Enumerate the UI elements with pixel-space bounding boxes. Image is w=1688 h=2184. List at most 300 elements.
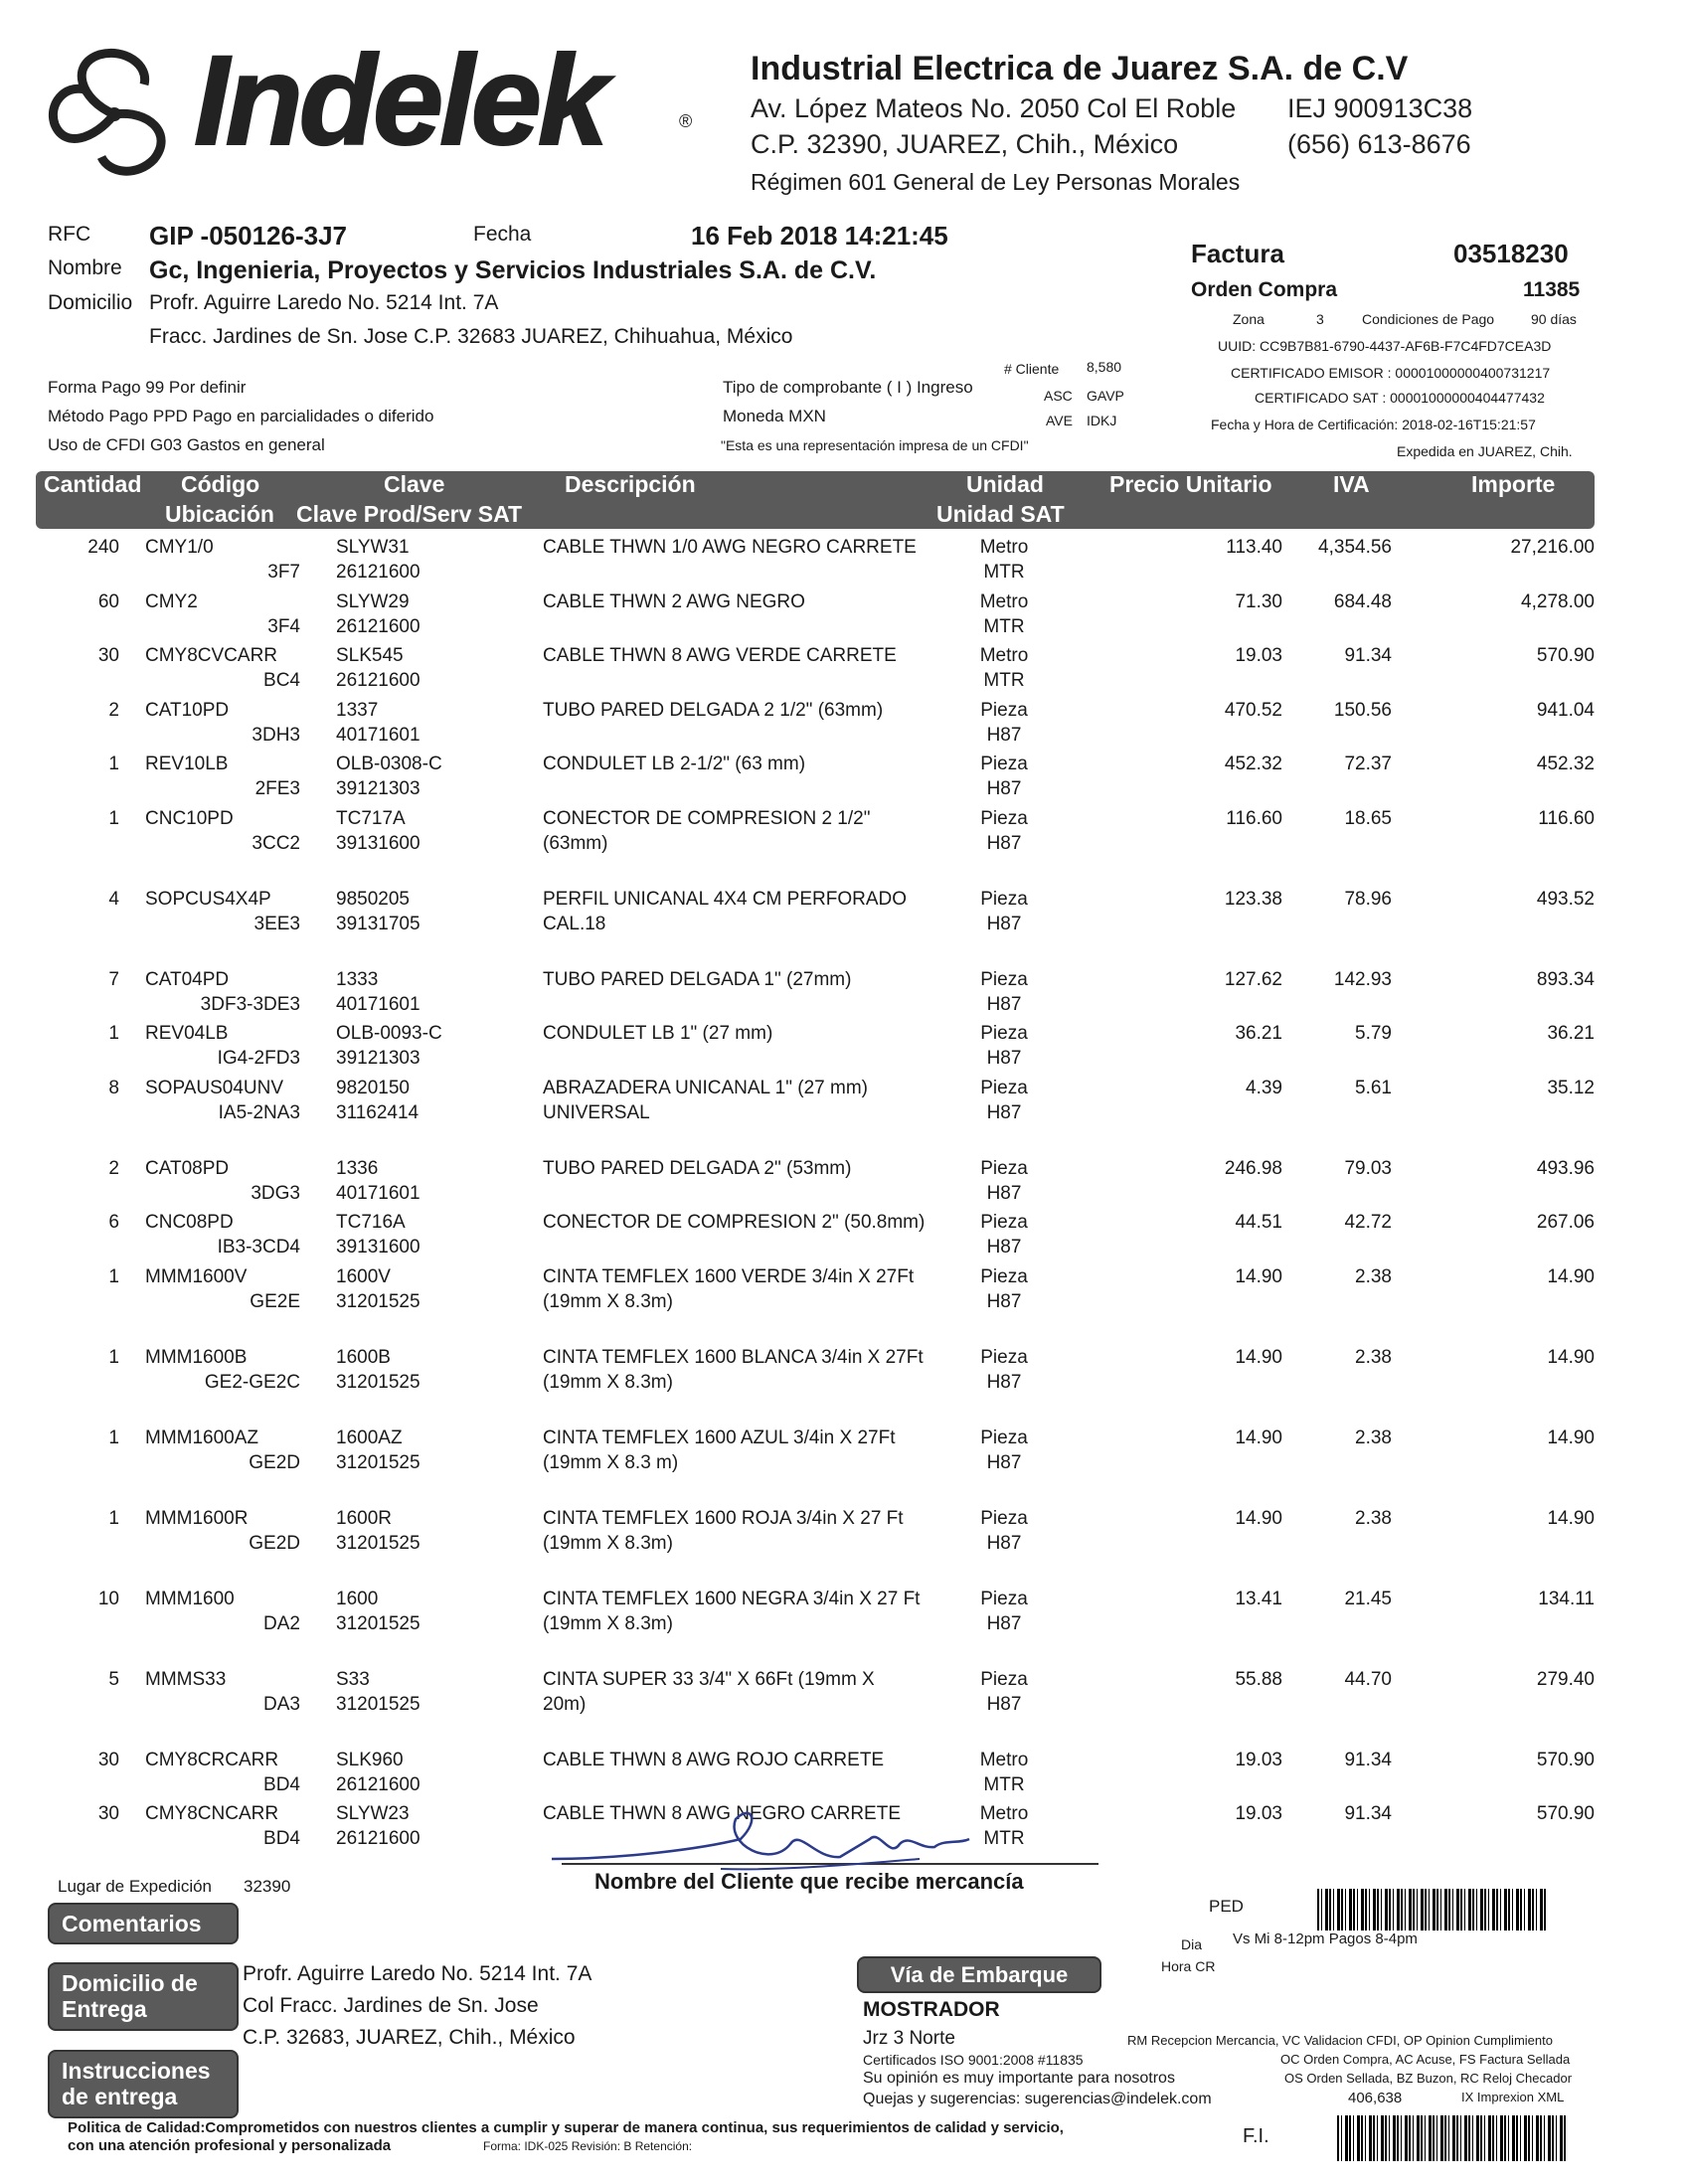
cell-unidad: Pieza [980, 1157, 1028, 1179]
invoice-date: 16 Feb 2018 14:21:45 [691, 221, 948, 251]
rfc-label: RFC [48, 223, 91, 246]
cell-precio: 123.38 [1224, 888, 1282, 910]
cell-cantidad: 1 [108, 1346, 119, 1368]
col-iva: IVA [1333, 471, 1370, 497]
cell-unidad-sat: H87 [986, 778, 1022, 799]
cell-clave: 1600 [336, 1588, 379, 1609]
sucursal: Jrz 3 Norte [863, 2028, 955, 2049]
cell-unidad: Metro [979, 1749, 1029, 1770]
cell-ubicacion: 3DG3 [251, 1182, 300, 1204]
cell-clave-sat: 31201525 [336, 1290, 421, 1312]
cell-descripcion: CONECTOR DE COMPRESION 2 1/2" [543, 807, 871, 829]
cell-importe: 36.21 [1547, 1023, 1595, 1044]
cliente-label: # Cliente [1004, 361, 1060, 377]
orden-compra-number: 11385 [1523, 278, 1581, 301]
cell-ubicacion: BC4 [263, 670, 300, 691]
cell-unidad: Metro [979, 645, 1029, 666]
hora-cr-label: Hora CR [1161, 1958, 1216, 1974]
cell-clave-sat: 39131705 [336, 913, 421, 934]
condiciones-value: 90 días [1531, 311, 1577, 327]
cell-iva: 4,354.56 [1318, 537, 1392, 558]
cell-ubicacion: GE2-GE2C [204, 1371, 300, 1393]
cell-iva: 2.38 [1355, 1346, 1392, 1368]
cell-importe: 493.96 [1536, 1157, 1595, 1179]
cell-descripcion-2: 20m) [543, 1693, 587, 1715]
cell-precio: 116.60 [1226, 807, 1282, 829]
tipo-comprobante: Tipo de comprobante ( I ) Ingreso [723, 378, 973, 397]
entrega-address-1: Profr. Aguirre Laredo No. 5214 Int. 7A [243, 1962, 592, 1985]
cell-clave-sat: 26121600 [336, 1773, 421, 1795]
politica-calidad-2: con una atención profesional y personalizada [68, 2137, 392, 2154]
cell-cantidad: 1 [108, 1265, 119, 1287]
cell-cantidad: 30 [97, 1749, 119, 1770]
cell-ubicacion: DA3 [263, 1693, 300, 1715]
cell-precio: 71.30 [1235, 590, 1282, 612]
cell-unidad: Metro [979, 537, 1029, 558]
moneda: Moneda MXN [723, 407, 826, 425]
cell-descripcion: TUBO PARED DELGADA 2" (53mm) [543, 1157, 852, 1179]
cell-descripcion: TUBO PARED DELGADA 1" (27mm) [543, 968, 852, 990]
cell-codigo: MMM1600 [145, 1588, 235, 1609]
cell-unidad-sat: MTR [983, 615, 1025, 637]
asc-label: ASC [1044, 388, 1073, 404]
cell-clave-sat: 26121600 [336, 562, 421, 583]
col-ubicacion: Ubicación [165, 501, 274, 527]
col-precio: Precio Unitario [1109, 471, 1272, 497]
cell-iva: 2.38 [1355, 1265, 1392, 1287]
cell-cantidad: 8 [108, 1077, 119, 1098]
cell-clave-sat: 40171601 [336, 724, 421, 746]
cell-unidad-sat: H87 [986, 1612, 1022, 1634]
nombre-label: Nombre [48, 256, 122, 279]
cell-iva: 91.34 [1344, 1749, 1392, 1770]
cell-precio: 19.03 [1235, 1749, 1282, 1770]
cell-clave: SLYW31 [336, 537, 410, 558]
cell-unidad-sat: H87 [986, 1371, 1022, 1393]
via-embarque-label: Vía de Embarque [857, 1956, 1101, 1993]
cell-clave: TC717A [336, 807, 406, 829]
cell-precio: 246.98 [1224, 1157, 1282, 1179]
cell-cantidad: 2 [108, 1157, 119, 1179]
cell-unidad-sat: MTR [983, 670, 1025, 691]
signature-scribble [542, 1799, 979, 1879]
cell-clave-sat: 26121600 [336, 1828, 421, 1849]
certificado-sat: CERTIFICADO SAT : 00001000000404477432 [1255, 390, 1545, 406]
cell-codigo: CNC08PD [145, 1212, 234, 1233]
cell-precio: 19.03 [1235, 1803, 1282, 1824]
cell-clave: S33 [336, 1668, 370, 1690]
cell-clave-sat: 39121303 [336, 1048, 421, 1069]
dia-label: Dia [1181, 1936, 1203, 1952]
cell-unidad-sat: H87 [986, 1101, 1022, 1123]
cell-iva: 150.56 [1333, 699, 1392, 721]
cell-cantidad: 10 [97, 1588, 119, 1609]
cell-unidad: Metro [979, 590, 1029, 612]
domicilio-label: Domicilio [48, 291, 133, 314]
fi-label: F.I. [1243, 2125, 1269, 2147]
cell-unidad-sat: H87 [986, 913, 1022, 934]
cell-ubicacion: 2FE3 [254, 778, 300, 799]
cell-importe: 493.52 [1536, 888, 1595, 910]
cell-clave: OLB-0093-C [336, 1023, 442, 1044]
registered-mark: ® [679, 111, 693, 131]
cell-codigo: CAT10PD [145, 699, 230, 721]
uuid: UUID: CC9B7B81-6790-4437-AF6B-F7C4FD7CEA3D [1218, 338, 1552, 354]
col-importe: Importe [1471, 471, 1556, 497]
cell-cantidad: 1 [108, 754, 119, 774]
cell-ubicacion: 3DH3 [252, 724, 300, 746]
cell-unidad: Pieza [980, 1023, 1028, 1044]
cell-clave: 1333 [336, 968, 379, 990]
cell-precio: 36.21 [1235, 1023, 1282, 1044]
recibe-label: Nombre del Cliente que recibe mercancía [594, 1869, 1024, 1894]
cell-descripcion: CINTA SUPER 33 3/4" X 66Ft (19mm X [543, 1668, 875, 1690]
customer-address-1: Profr. Aguirre Laredo No. 5214 Int. 7A [149, 291, 499, 314]
factura-label: Factura [1191, 239, 1284, 268]
cell-codigo: REV04LB [145, 1023, 229, 1044]
cliente-number: 8,580 [1087, 359, 1122, 375]
cell-precio: 14.90 [1235, 1265, 1282, 1287]
cell-codigo: MMM1600V [145, 1265, 248, 1287]
cell-codigo: CMY8CRCARR [145, 1749, 279, 1770]
cell-descripcion: CINTA TEMFLEX 1600 ROJA 3/4in X 27 Ft [543, 1507, 904, 1529]
company-regimen: Régimen 601 General de Ley Personas Morales [751, 169, 1241, 195]
cell-descripcion: CINTA TEMFLEX 1600 VERDE 3/4in X 27Ft [543, 1265, 915, 1287]
cell-codigo: CAT08PD [145, 1157, 230, 1179]
cell-importe: 14.90 [1547, 1427, 1595, 1448]
cell-iva: 21.45 [1344, 1588, 1392, 1609]
cell-ubicacion: 3F4 [267, 615, 300, 637]
factura-number: 03518230 [1453, 239, 1569, 268]
customer-address-2: Fracc. Jardines de Sn. Jose C.P. 32683 JUAREZ, Chihuahua, México [149, 325, 793, 348]
domicilio-entrega-label: Domicilio de Entrega [48, 1962, 239, 2031]
cell-cantidad: 30 [97, 645, 119, 666]
cell-ubicacion: BD4 [263, 1773, 300, 1795]
folio: 406,638 [1348, 2090, 1403, 2106]
cell-unidad: Pieza [980, 1212, 1028, 1233]
cell-importe: 134.11 [1538, 1588, 1595, 1609]
forma-pago: Forma Pago 99 Por definir [48, 378, 247, 397]
cell-precio: 55.88 [1235, 1668, 1282, 1690]
cell-unidad: Pieza [980, 1346, 1028, 1368]
cell-descripcion-2: UNIVERSAL [543, 1101, 650, 1123]
cell-clave-sat: 31162414 [336, 1101, 420, 1123]
leyenda-2: OC Orden Compra, AC Acuse, FS Factura Sellada [1280, 2052, 1571, 2067]
entrega-address-2: Col Fracc. Jardines de Sn. Jose [243, 1994, 539, 2017]
cell-ubicacion: 3DF3-3DE3 [200, 993, 300, 1015]
cell-iva: 91.34 [1344, 645, 1392, 666]
cell-clave-sat: 26121600 [336, 670, 421, 691]
cell-descripcion: CINTA TEMFLEX 1600 BLANCA 3/4in X 27Ft [543, 1346, 924, 1368]
forma-revision: Forma: IDK-025 Revisión: B Retención: [483, 2139, 693, 2153]
cell-codigo: CMY2 [145, 590, 198, 612]
cell-ubicacion: BD4 [263, 1828, 300, 1849]
col-unidad-sat: Unidad SAT [936, 501, 1065, 527]
cell-ubicacion: GE2D [249, 1451, 300, 1473]
cell-iva: 5.79 [1355, 1023, 1392, 1044]
cell-clave-sat: 31201525 [336, 1693, 421, 1715]
cell-importe: 267.06 [1536, 1212, 1595, 1233]
cell-descripcion: CABLE THWN 2 AWG NEGRO [543, 590, 805, 612]
cell-descripcion: ABRAZADERA UNICANAL 1" (27 mm) [543, 1077, 868, 1098]
cell-codigo: MMMS33 [145, 1668, 227, 1690]
cell-iva: 5.61 [1355, 1077, 1392, 1098]
cell-unidad-sat: MTR [983, 1773, 1025, 1795]
ped-label: PED [1209, 1897, 1244, 1916]
cell-iva: 42.72 [1344, 1212, 1392, 1233]
imprexion-xml: IX Imprexion XML [1461, 2090, 1565, 2104]
cell-clave-sat: 26121600 [336, 615, 421, 637]
cell-clave: SLYW23 [336, 1803, 410, 1824]
cell-importe: 570.90 [1536, 1749, 1595, 1770]
col-cantidad: Cantidad [44, 471, 142, 497]
cell-unidad: Pieza [980, 1668, 1028, 1690]
cell-clave: 1600AZ [336, 1427, 403, 1448]
cell-unidad: Pieza [980, 1588, 1028, 1609]
cell-precio: 19.03 [1235, 645, 1282, 666]
cell-codigo: MMM1600R [145, 1507, 249, 1529]
cell-unidad-sat: H87 [986, 1290, 1022, 1312]
cell-unidad-sat: H87 [986, 993, 1022, 1015]
cell-importe: 941.04 [1536, 699, 1595, 721]
cell-descripcion: CINTA TEMFLEX 1600 AZUL 3/4in X 27Ft [543, 1427, 896, 1448]
cell-ubicacion: IB3-3CD4 [217, 1237, 300, 1258]
cell-importe: 893.34 [1536, 968, 1595, 990]
cell-iva: 78.96 [1344, 888, 1392, 910]
cell-cantidad: 240 [87, 537, 119, 558]
cell-clave: 1600R [336, 1507, 392, 1529]
entrega-address-3: C.P. 32683, JUAREZ, Chih., México [243, 2026, 576, 2049]
cell-precio: 470.52 [1224, 699, 1282, 721]
fecha-label: Fecha [473, 223, 532, 246]
quejas-email: Quejas y sugerencias: sugerencias@indelek.com [863, 2091, 1212, 2107]
cell-ubicacion: 3EE3 [253, 913, 300, 934]
cell-descripcion: CABLE THWN 8 AWG VERDE CARRETE [543, 645, 897, 666]
cell-clave: 1336 [336, 1157, 379, 1179]
cell-importe: 27,216.00 [1510, 537, 1595, 558]
company-rfc: IEJ 900913C38 [1287, 93, 1473, 123]
cell-precio: 452.32 [1224, 754, 1282, 774]
brand-wordmark: Indelek [194, 30, 605, 172]
cell-clave: 1600B [336, 1346, 391, 1368]
cell-descripcion-2: (19mm X 8.3m) [543, 1532, 673, 1554]
cell-descripcion-2: (19mm X 8.3m) [543, 1290, 673, 1312]
cell-codigo: MMM1600B [145, 1346, 248, 1368]
instrucciones-entrega-label: Instrucciones de entrega [48, 2050, 239, 2118]
cell-clave-sat: 39121303 [336, 778, 421, 799]
orden-compra-label: Orden Compra [1191, 278, 1338, 301]
cell-unidad-sat: H87 [986, 832, 1022, 854]
cell-codigo: CMY1/0 [145, 537, 214, 558]
cell-precio: 44.51 [1235, 1212, 1282, 1233]
cell-unidad: Pieza [980, 1507, 1028, 1529]
cell-clave-sat: 31201525 [336, 1532, 421, 1554]
cell-precio: 14.90 [1235, 1427, 1282, 1448]
cell-unidad: Pieza [980, 1265, 1028, 1287]
table-header [36, 471, 1595, 529]
cell-clave-sat: 40171601 [336, 1182, 421, 1204]
company-address-1: Av. López Mateos No. 2050 Col El Roble [751, 93, 1237, 123]
cell-unidad: Metro [979, 1803, 1029, 1824]
cell-clave: SLK545 [336, 645, 404, 666]
col-clave-sat: Clave Prod/Serv SAT [296, 501, 523, 527]
cell-ubicacion: 3F7 [267, 562, 300, 583]
cell-descripcion-2: (63mm) [543, 832, 608, 854]
cell-cantidad: 2 [108, 699, 119, 721]
iso-cert: Certificados ISO 9001:2008 #11835 [863, 2052, 1084, 2068]
cell-unidad: Pieza [980, 968, 1028, 990]
lugar-expedicion: 32390 [244, 1877, 291, 1896]
cell-iva: 91.34 [1344, 1803, 1392, 1824]
cell-iva: 2.38 [1355, 1507, 1392, 1529]
cell-ubicacion: GE2E [250, 1290, 300, 1312]
cell-importe: 14.90 [1547, 1507, 1595, 1529]
cell-descripcion-2: (19mm X 8.3m) [543, 1612, 673, 1634]
cell-codigo: CMY8CVCARR [145, 645, 278, 666]
cell-clave-sat: 39131600 [336, 1237, 421, 1258]
cell-iva: 79.03 [1344, 1157, 1392, 1179]
cell-unidad-sat: H87 [986, 724, 1022, 746]
cell-unidad-sat: H87 [986, 1451, 1022, 1473]
cell-codigo: REV10LB [145, 754, 229, 774]
opinion-text: Su opinión es muy importante para nosotros [863, 2070, 1175, 2087]
ave-label: AVE [1046, 413, 1073, 428]
cell-codigo: CNC10PD [145, 807, 234, 829]
cell-descripcion: CONECTOR DE COMPRESION 2" (50.8mm) [543, 1212, 926, 1233]
cell-descripcion: CINTA TEMFLEX 1600 NEGRA 3/4in X 27 Ft [543, 1588, 921, 1609]
indelek-logo-icon [40, 40, 189, 189]
cell-clave-sat: 31201525 [336, 1451, 421, 1473]
zona-value: 3 [1316, 311, 1324, 327]
cell-clave: 9820150 [336, 1077, 410, 1098]
leyenda-1: RM Recepcion Mercancia, VC Validacion CFDI, OP Opinion Cumplimiento [1127, 2033, 1553, 2048]
cell-unidad: Pieza [980, 699, 1028, 721]
customer-name: Gc, Ingenieria, Proyectos y Servicios Industriales S.A. de C.V. [149, 256, 877, 284]
cell-descripcion: CABLE THWN 1/0 AWG NEGRO CARRETE [543, 537, 917, 558]
cell-unidad-sat: MTR [983, 1828, 1025, 1849]
cell-unidad: Pieza [980, 807, 1028, 829]
metodo-pago: Método Pago PPD Pago en parcialidades o diferido [48, 407, 434, 425]
cell-codigo: SOPCUS4X4P [145, 888, 271, 910]
cell-unidad: Pieza [980, 1427, 1028, 1448]
cell-clave: TC716A [336, 1212, 406, 1233]
cell-cantidad: 1 [108, 1507, 119, 1529]
barcode-top [1317, 1889, 1548, 1931]
via-embarque: MOSTRADOR [863, 1998, 1000, 2021]
cell-iva: 18.65 [1344, 807, 1392, 829]
cell-precio: 127.62 [1224, 968, 1282, 990]
cell-importe: 570.90 [1536, 645, 1595, 666]
cell-unidad: Pieza [980, 1077, 1028, 1098]
company-phone: (656) 613-8676 [1287, 129, 1471, 159]
zona-label: Zona [1233, 311, 1265, 327]
cell-unidad-sat: H87 [986, 1182, 1022, 1204]
cell-importe: 4,278.00 [1521, 590, 1595, 612]
cell-clave-sat: 31201525 [336, 1371, 421, 1393]
cell-unidad-sat: MTR [983, 562, 1025, 583]
cell-descripcion-2: (19mm X 8.3 m) [543, 1451, 679, 1473]
cell-unidad: Pieza [980, 888, 1028, 910]
cell-cantidad: 4 [108, 888, 119, 910]
cell-descripcion: TUBO PARED DELGADA 2 1/2" (63mm) [543, 699, 884, 721]
condiciones-label: Condiciones de Pago [1362, 311, 1495, 327]
cell-importe: 14.90 [1547, 1346, 1595, 1368]
cell-precio: 13.41 [1235, 1588, 1282, 1609]
cell-cantidad: 6 [108, 1212, 119, 1233]
cell-cantidad: 7 [108, 968, 119, 990]
col-descripcion: Descripción [565, 471, 696, 497]
company-address-2: C.P. 32390, JUAREZ, Chih., México [751, 129, 1179, 159]
cell-importe: 116.60 [1538, 807, 1595, 829]
cell-cantidad: 30 [97, 1803, 119, 1824]
cell-clave: 9850205 [336, 888, 410, 910]
cell-ubicacion: IG4-2FD3 [217, 1048, 300, 1069]
cell-importe: 279.40 [1536, 1668, 1595, 1690]
cell-importe: 35.12 [1547, 1077, 1595, 1098]
cell-codigo: CAT04PD [145, 968, 230, 990]
certificado-emisor: CERTIFICADO EMISOR : 00001000000400731217 [1231, 365, 1551, 381]
cell-iva: 44.70 [1344, 1668, 1392, 1690]
cell-ubicacion: GE2D [249, 1532, 300, 1554]
cell-clave: OLB-0308-C [336, 754, 442, 774]
cell-clave: SLYW29 [336, 590, 410, 612]
cell-cantidad: 60 [97, 590, 119, 612]
cell-ubicacion: DA2 [263, 1612, 300, 1634]
cell-descripcion-2: CAL.18 [543, 913, 606, 934]
cell-cantidad: 5 [108, 1668, 119, 1690]
cell-descripcion: CABLE THWN 8 AWG NEGRO CARRETE [543, 1803, 901, 1824]
uso-cfdi: Uso de CFDI G03 Gastos en general [48, 435, 325, 454]
cell-descripcion-2: (19mm X 8.3m) [543, 1371, 673, 1393]
cell-precio: 14.90 [1235, 1346, 1282, 1368]
cell-cantidad: 1 [108, 1427, 119, 1448]
cell-iva: 2.38 [1355, 1427, 1392, 1448]
cell-codigo: MMM1600AZ [145, 1427, 259, 1448]
cell-iva: 72.37 [1344, 754, 1392, 774]
fecha-certificacion: Fecha y Hora de Certificación: 2018-02-16T15:21:57 [1211, 417, 1536, 432]
ave-value: IDKJ [1087, 413, 1117, 428]
col-clave: Clave [384, 471, 445, 497]
leyenda-3: OS Orden Sellada, BZ Buzon, RC Reloj Checador [1284, 2071, 1573, 2086]
horario: Vs Mi 8-12pm Pagos 8-4pm [1233, 1931, 1418, 1947]
cell-unidad-sat: H87 [986, 1048, 1022, 1069]
cell-unidad-sat: H87 [986, 1693, 1022, 1715]
cell-descripcion: PERFIL UNICANAL 4X4 CM PERFORADO [543, 888, 908, 910]
cell-unidad: Pieza [980, 754, 1028, 774]
cell-clave: 1600V [336, 1265, 391, 1287]
cell-precio: 4.39 [1246, 1077, 1282, 1098]
customer-rfc: GIP -050126-3J7 [149, 221, 347, 251]
asc-value: GAVP [1087, 388, 1124, 404]
cell-clave-sat: 31201525 [336, 1612, 421, 1634]
cell-codigo: SOPAUS04UNV [145, 1077, 284, 1098]
cell-descripcion: CONDULET LB 1" (27 mm) [543, 1023, 773, 1044]
cell-iva: 142.93 [1333, 968, 1392, 990]
cell-codigo: CMY8CNCARR [145, 1803, 279, 1824]
cfdi-note: "Esta es una representación impresa de un CFDI" [721, 437, 1029, 453]
company-name: Industrial Electrica de Juarez S.A. de C.V [751, 50, 1409, 87]
cell-descripcion: CABLE THWN 8 AWG ROJO CARRETE [543, 1749, 885, 1770]
col-unidad: Unidad [966, 471, 1044, 497]
cell-cantidad: 1 [108, 1023, 119, 1044]
cell-unidad-sat: H87 [986, 1532, 1022, 1554]
cell-precio: 113.40 [1226, 537, 1282, 558]
cell-importe: 452.32 [1536, 754, 1595, 774]
cell-clave-sat: 40171601 [336, 993, 421, 1015]
cell-precio: 14.90 [1235, 1507, 1282, 1529]
cell-clave: 1337 [336, 699, 379, 721]
cell-ubicacion: 3CC2 [252, 832, 300, 854]
